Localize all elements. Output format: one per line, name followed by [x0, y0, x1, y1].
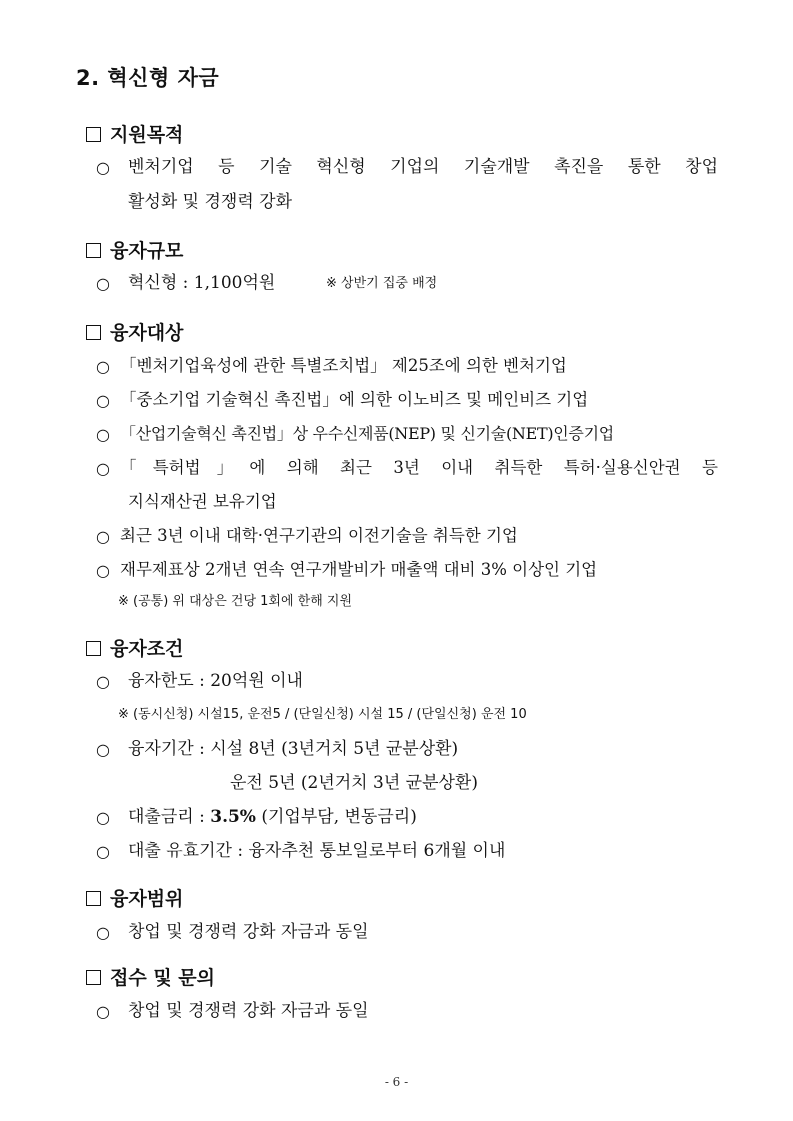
section-heading-inquiry: 접수 및 문의 [86, 963, 215, 990]
checkbox-square-icon [86, 970, 101, 985]
terms-limit: 융자한도 : 20억원 이내 [128, 671, 303, 691]
bullet-icon: ○ [96, 1002, 110, 1021]
target-item-4a: 「특허법」에 의해 최근 3년 이내 취득한 특허·실용신안권 등 [120, 458, 718, 477]
target-item-6: 재무제표상 2개년 연속 연구개발비가 매출액 대비 3% 이상인 기업 [120, 560, 598, 579]
bullet-icon: ○ [96, 740, 110, 759]
rate-value: 3.5% [210, 807, 256, 827]
terms-rate: 대출금리 : 3.5% (기업부담, 변동금리) [128, 807, 417, 827]
bullet-icon: ○ [96, 425, 110, 444]
page-number: - 6 - [384, 1075, 409, 1089]
checkbox-square-icon [86, 891, 101, 906]
bullet-icon: ○ [96, 274, 110, 293]
bullet-icon: ○ [96, 808, 110, 827]
target-note: ※ (공통) 위 대상은 건당 1회에 한해 지원 [118, 594, 353, 609]
target-item-4b: 지식재산권 보유기업 [128, 492, 277, 511]
terms-validity: 대출 유효기간 : 융자추천 통보일로부터 6개월 이내 [128, 841, 506, 861]
checkbox-square-icon [86, 641, 101, 656]
bullet-icon: ○ [96, 391, 110, 410]
bullet-icon: ○ [96, 923, 110, 942]
scope-line: 창업 및 경쟁력 강화 자금과 동일 [128, 922, 369, 942]
terms-period-2: 운전 5년 (2년거치 3년 균분상환) [230, 773, 478, 793]
purpose-line-1: 벤처기업 등 기술 혁신형 기업의 기술개발 촉진을 통한 창업 [128, 157, 718, 177]
bullet-icon: ○ [96, 527, 110, 546]
bullet-icon: ○ [96, 459, 110, 478]
inquiry-line: 창업 및 경쟁력 강화 자금과 동일 [128, 1001, 369, 1021]
scale-amount: 혁신형 : 1,100억원 [128, 273, 276, 293]
section-heading-terms: 융자조건 [86, 634, 183, 661]
bullet-icon: ○ [96, 672, 110, 691]
terms-period-1: 융자기간 : 시설 8년 (3년거치 5년 균분상환) [128, 739, 459, 759]
checkbox-square-icon [86, 127, 101, 142]
target-item-2: 「중소기업 기술혁신 촉진법」에 의한 이노비즈 및 메인비즈 기업 [120, 390, 589, 409]
bullet-icon: ○ [96, 561, 110, 580]
target-item-5: 최근 3년 이내 대학·연구기관의 이전기술을 취득한 기업 [120, 526, 518, 545]
section-heading-scope: 융자범위 [86, 884, 183, 911]
purpose-line-2: 활성화 및 경쟁력 강화 [128, 192, 293, 212]
checkbox-square-icon [86, 325, 101, 340]
section-heading-target: 융자대상 [86, 318, 183, 345]
bullet-icon: ○ [96, 158, 110, 177]
section-heading-scale: 융자규모 [86, 236, 183, 263]
terms-limit-note: ※ (동시신청) 시설15, 운전5 / (단일신청) 시설 15 / (단일신청) 운전 10 [118, 707, 527, 722]
target-item-3: 「산업기술혁신 촉진법」상 우수신제품(NEP) 및 신기술(NET)인증기업 [120, 424, 614, 443]
section-heading-purpose: 지원목적 [86, 120, 183, 147]
bullet-icon: ○ [96, 357, 110, 376]
checkbox-square-icon [86, 243, 101, 258]
page-title: 2. 혁신형 자금 [76, 66, 220, 90]
bullet-icon: ○ [96, 842, 110, 861]
scale-note: ※ 상반기 집중 배정 [326, 276, 438, 291]
target-item-1: 「벤처기업육성에 관한 특별조치법」 제25조에 의한 벤처기업 [120, 356, 567, 375]
